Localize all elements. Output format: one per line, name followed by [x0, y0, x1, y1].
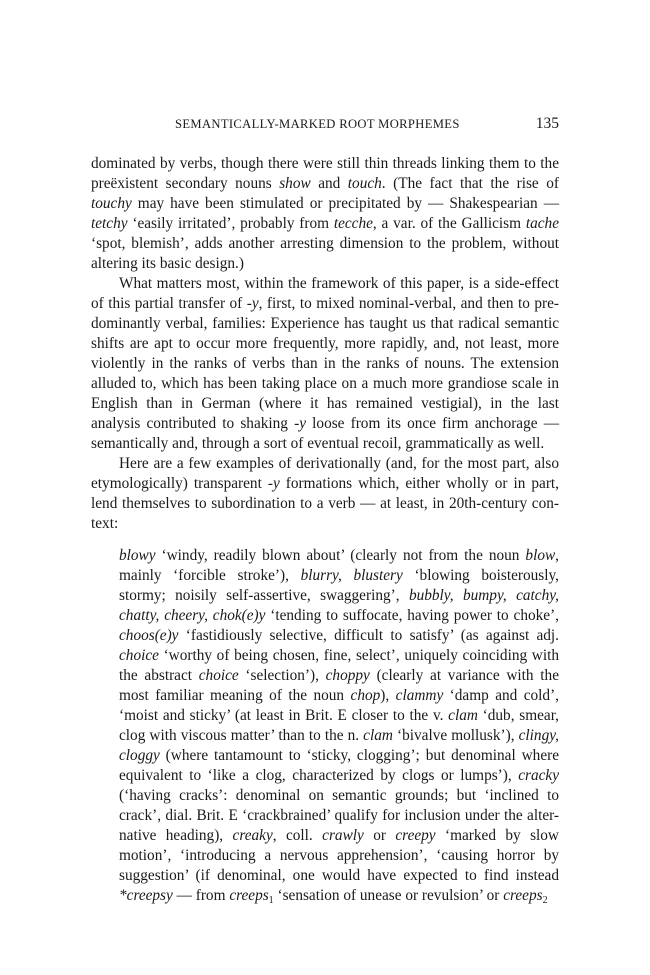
text-run: ‘sensation of unease or revulsion’ or	[273, 887, 504, 904]
text-run: — from	[172, 887, 230, 904]
paragraph	[91, 154, 559, 274]
italic-term: chop	[350, 687, 381, 704]
italic-term: show	[279, 175, 311, 192]
text-run: or	[363, 827, 396, 844]
italic-term: -y	[294, 415, 306, 432]
italic-term: creeps	[229, 887, 269, 904]
italic-term: creeps	[503, 887, 543, 904]
italic-term: blurry, blustery	[300, 567, 403, 584]
italic-term: bubbly, bumpy, catchy, chatty, cheery, chok(e)y	[119, 587, 559, 624]
italic-term: choppy	[325, 667, 370, 684]
italic-term: clingy, cloggy	[119, 727, 559, 764]
text-run: Here are a few examples of derivationally (and, for the most part, also etymologically) transparent	[91, 455, 559, 492]
text-run: ‘spot, blemish’, adds another arresting dimension to the problem, without altering its basic design.)	[91, 235, 559, 272]
text-run: , mainly ‘forcible stroke’),	[119, 547, 559, 584]
italic-term: -y	[267, 475, 280, 492]
text-run: ‘damp and cold’, ‘moist and sticky’ (at least in Brit. E closer to the v.	[119, 687, 559, 724]
text-run: ‘dub, smear, clog with viscous matter’ than to the n.	[119, 707, 560, 744]
running-title: SEMANTICALLY-MARKED ROOT MORPHEMES	[175, 117, 460, 131]
italic-term: blow	[525, 547, 556, 564]
text-run: (‘having cracks’: denominal on semantic grounds; but ‘inclined to crack’, dial. Brit. E ‘crackbrained’ qualify for inclusion under the alter-native heading),	[119, 787, 559, 844]
text-run: ‘windy, readily blown about’ (clearly not from the noun	[155, 547, 526, 564]
text-run: loose from its once firm anchorage — semantically and, through a sort of eventual recoil, grammatically as well.	[91, 415, 559, 452]
italic-term: choos(e)y	[119, 627, 179, 644]
text-run: ‘selection’),	[238, 667, 326, 684]
italic-term: clam	[448, 707, 478, 724]
italic-term: creepy	[395, 827, 436, 844]
text-run: (clearly at variance with the most familiar meaning of the noun	[119, 667, 559, 704]
italic-term: clam	[363, 727, 393, 744]
italic-term: touchy	[91, 195, 132, 212]
text-run: , coll.	[272, 827, 323, 844]
text-run: ‘marked by slow motion’, ‘introducing a nervous apprehension’, ‘causing horror by suggestion’ (if denominal, one would have expected to find instead	[119, 827, 559, 884]
italic-term: tetchy	[91, 215, 128, 232]
text-run: ‘bivalve mollusk’),	[392, 727, 519, 744]
italic-term: clammy	[395, 687, 444, 704]
text-run: , first, to mixed nominal-verbal, and then to pre-dominantly verbal, families: Experience has taught us that radical semantic shifts are apt to occur more frequently, more rapidly, and, not least, more violently in the ranks of verbs than in the ranks of nouns. The extension alluded to, which has been taking place on a much more grandiose scale in English than in German (where it has remained vestigial), in the last analysis contributed to shaking	[91, 295, 559, 432]
text-run: and	[310, 175, 348, 192]
italic-term: tecche	[333, 215, 373, 232]
text-run: dominated by verbs, though there were still thin threads linking them to the preëxistent secondary nouns	[91, 155, 559, 192]
italic-term: *creepsy	[119, 887, 173, 904]
italic-term: choice	[198, 667, 239, 684]
text-run: ‘fastidiously selective, difficult to satisfy’ (as against adj.	[178, 627, 559, 644]
text-run: What matters most, within the framework of this paper, is a side-effect of this partial transfer of	[91, 275, 559, 312]
text-run: ‘worthy of being chosen, fine, select’, uniquely coinciding with the abstract	[119, 647, 559, 684]
italic-term: cracky	[518, 767, 559, 784]
text-run: ‘easily irritated’, probably from	[127, 215, 334, 232]
text-run: ),	[380, 687, 396, 704]
paragraph	[91, 454, 559, 534]
examples-list	[119, 546, 559, 906]
text-run: . (The fact that the rise of	[381, 175, 559, 192]
text-run: (where tantamount to ‘sticky, clogging’; but denominal where equivalent to ‘like a clog, characterized by clogs or lumps’),	[119, 747, 559, 784]
paragraph	[91, 274, 559, 454]
page-number: 135	[535, 115, 559, 132]
italic-term: touch	[347, 175, 382, 192]
text-run: , a var. of the Gallicism	[372, 215, 526, 232]
italic-term: tache	[525, 215, 559, 232]
italic-term: choice	[119, 647, 159, 664]
italic-term: crawly	[322, 827, 364, 844]
text-run: ‘tending to suffocate, having power to choke’,	[265, 607, 559, 624]
text-run: may have been stimulated or precipitated by — Shakespearian —	[131, 195, 559, 212]
text-run: formations which, either wholly or in part, lend themselves to subordination to a verb — at least, in 20th-century con-text:	[91, 475, 559, 532]
subscript: 2	[542, 895, 548, 906]
italic-term: blowy	[119, 547, 156, 564]
subscript: 1	[268, 895, 274, 906]
running-head	[91, 117, 559, 137]
italic-term: -y	[246, 295, 259, 312]
italic-term: creaky	[232, 827, 273, 844]
text-run: ‘blowing boisterously, stormy; noisily self-assertive, swaggering’,	[119, 567, 559, 604]
body-text	[91, 154, 559, 906]
